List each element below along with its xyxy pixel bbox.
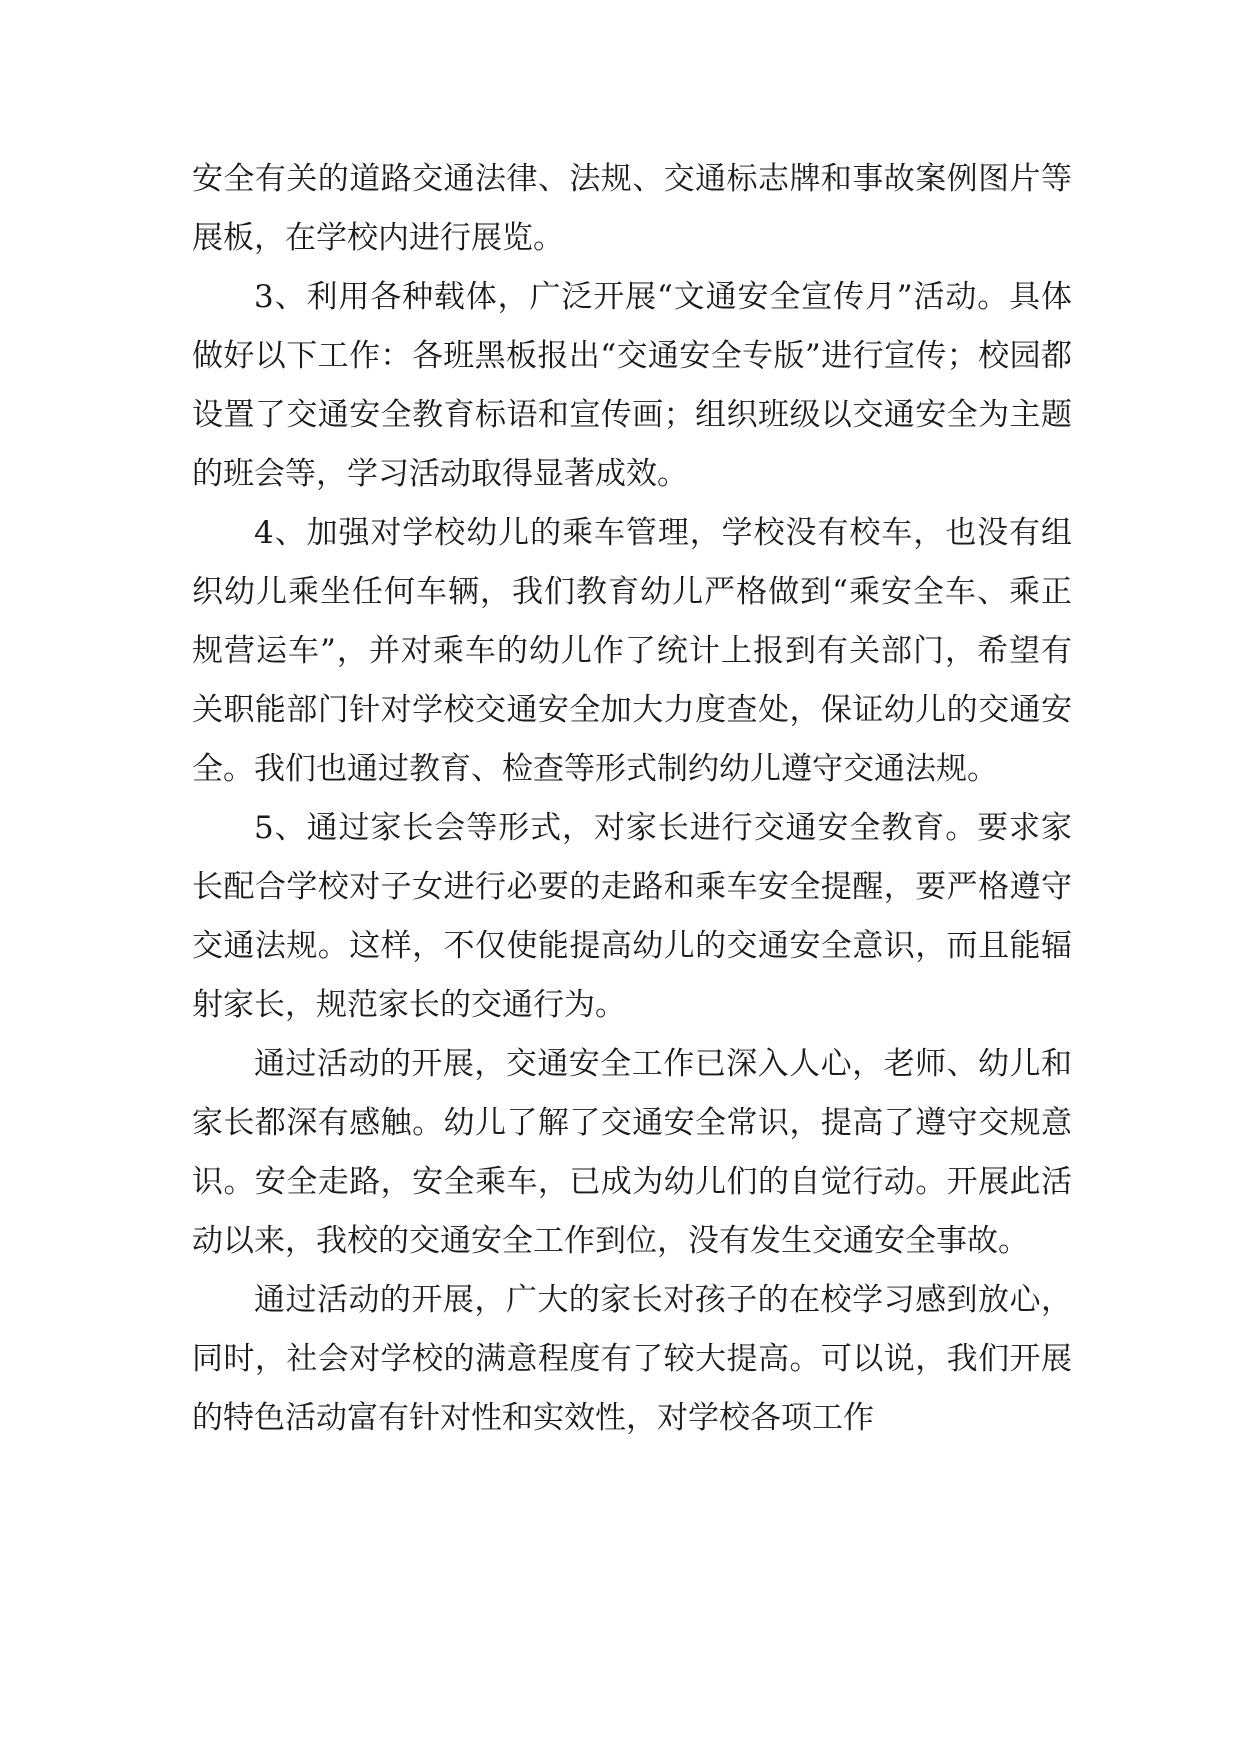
- paragraph-item-4: 4、加强对学校幼儿的乘车管理，学校没有校车，也没有组织幼儿乘坐任何车辆，我们教育幼儿严格做到“乘安全车、乘正规营运车”，并对乘车的幼儿作了统计上报到有关部门，希望有关职能部门针对学校交通安全加大力度查处，保证幼儿的交通安全。我们也通过教育、检查等形式制约幼儿遵守交通法规。: [192, 515, 1072, 787]
- document-body: [192, 150, 1072, 1448]
- paragraph-continued: 安全有关的道路交通法律、法规、交通标志牌和事故案例图片等展板，在学校内进行展览。: [192, 161, 1072, 256]
- paragraph-item-5: 5、通过家长会等形式，对家长进行交通安全教育。要求家长配合学校对子女进行必要的走路和乘车安全提醒，要严格遵守交通法规。这样，不仅使能提高幼儿的交通安全意识，而且能辐射家长，规范家长的交通行为。: [192, 810, 1072, 1023]
- paragraph-item-3: 3、利用各种载体，广泛开展“文通安全宣传月”活动。具体做好以下工作：各班黑板报出“交通安全专版”进行宣传；校园都设置了交通安全教育标语和宣传画；组织班级以交通安全为主题的班会等，学习活动取得显著成效。: [192, 279, 1072, 492]
- paragraph-summary-2: 通过活动的开展，广大的家长对孩子的在校学习感到放心，同时，社会对学校的满意程度有了较大提高。可以说，我们开展的特色活动富有针对性和实效性，对学校各项工作: [192, 1282, 1072, 1436]
- paragraph-summary-1: 通过活动的开展，交通安全工作已深入人心，老师、幼儿和家长都深有感触。幼儿了解了交通安全常识，提高了遵守交规意识。安全走路，安全乘车，已成为幼儿们的自觉行动。开展此活动以来，我校的交通安全工作到位，没有发生交通安全事故。: [192, 1046, 1072, 1259]
